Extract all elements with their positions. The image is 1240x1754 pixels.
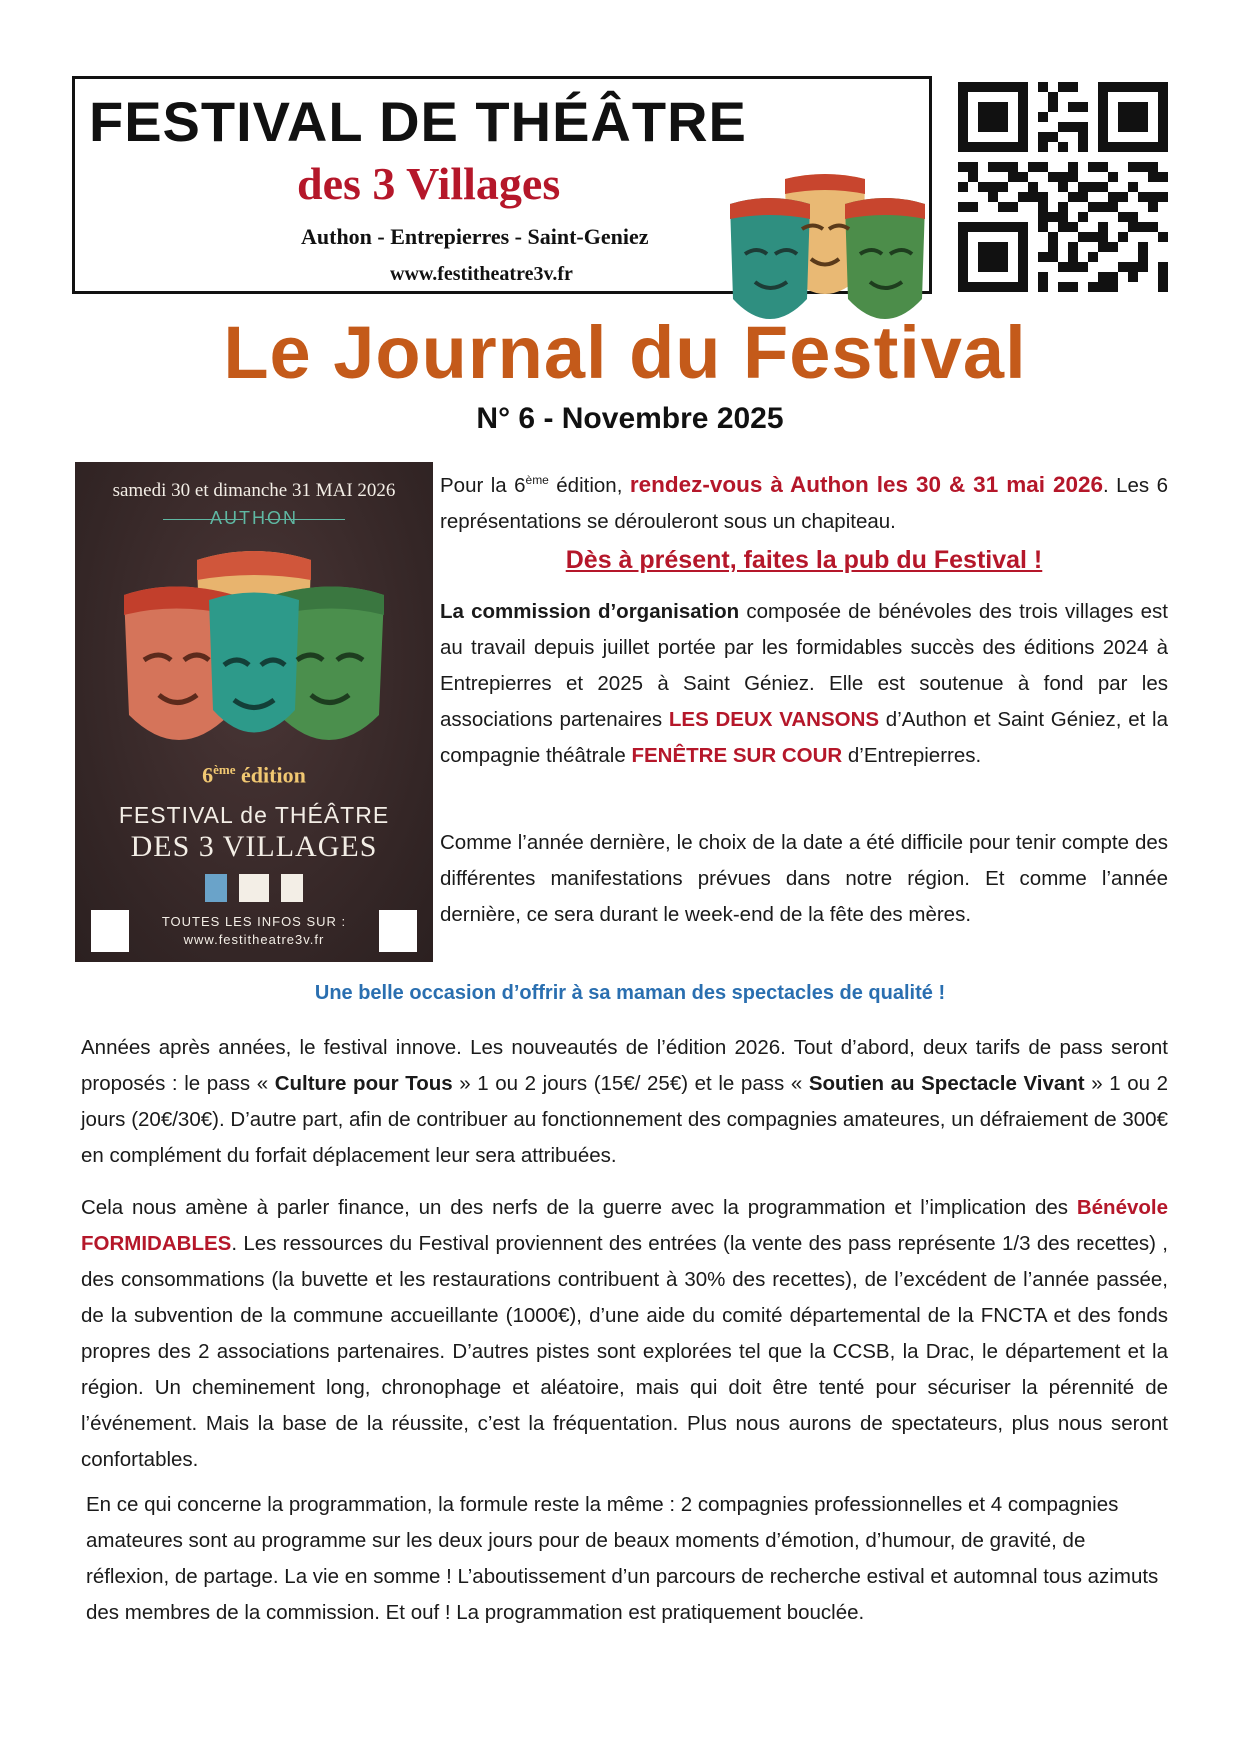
programme-paragraph: [86, 1487, 1168, 1631]
innovation-part3: » 1 ou 2 jours (20€/30€). D’autre part, afin de contribuer au fonctionnement des compagnies amateures, un défraiement de 300€ en complément du forfait déplacement leur sera attribuées.: [81, 1072, 1169, 1167]
festival-poster: [75, 462, 433, 962]
association-deux-vansons: LES DEUX VANSONS: [668, 708, 880, 731]
festival-villages: Authon - Entrepierres - Saint-Geniez: [301, 224, 649, 249]
commission-paragraph: [440, 594, 1168, 774]
commission-part2: d’Authon et Saint Géniez, et la compagnie théâtrale: [440, 708, 1168, 767]
poster-edition-num: 6: [202, 762, 214, 788]
finance-part1: Cela nous amène à parler finance, un des nerfs de la guerre avec la programmation et l’implication des: [81, 1196, 1077, 1219]
poster-town: AUTHON: [210, 508, 298, 528]
intro-sup: ème: [525, 473, 549, 487]
innovation-paragraph: [81, 1030, 1168, 1174]
programme-text: En ce qui concerne la programmation, la formule reste la même : 2 compagnies professionnelles et 4 compagnies amateures sont au programme sur les deux jours pour de beaux moments d’émotion, d’humour, de gravité, de réflexion, de partage. La vie en somme ! L’aboutissement d’un parcours de recherche estival et automnal tous azimuts des membres de la commission. Et ouf ! La programmation est pratiquement bouclée.: [86, 1493, 1159, 1624]
partner-logo-fenetre: [239, 874, 269, 902]
poster-infos: TOUTES LES INFOS SUR :: [161, 914, 347, 929]
partner-logo-fncta: [281, 874, 303, 902]
poster-edition-sup: ème: [213, 762, 236, 777]
intro-pre: Pour la 6: [440, 473, 526, 497]
poster-edition: [75, 762, 433, 788]
issue-number: N° 6 - Novembre 2025: [476, 402, 784, 435]
commission-part3: d’Entrepierres.: [842, 744, 982, 767]
innovation-part1: Années après années, le festival innove. Les nouveautés de l’édition 2026. Tout d’abord, deux tarifs de pass seront proposés : le pass «: [81, 1036, 1168, 1095]
innovation-part2: » 1 ou 2 jours (15€/ 25€) et le pass «: [452, 1072, 809, 1095]
commission-part1: composée de bénévoles des trois villages est au travail depuis juillet portée par les formidables succès des éditions 2024 à Entrepierres et 2025 à Saint Géniez. Elle est soutenue à fond par les associations partenaires: [440, 600, 1168, 731]
intro-highlight: rendez-vous à Authon les 30 & 31 mai 2026: [629, 471, 1103, 497]
qr-code[interactable]: [958, 82, 1168, 292]
association-fenetre-sur-cour: FENÊTRE SUR COUR: [631, 744, 843, 767]
pass-soutien-spectacle-vivant: Soutien au Spectacle Vivant: [808, 1072, 1085, 1095]
volunteers-highlight: Bénévole FORMIDABLES: [81, 1196, 1168, 1255]
festival-banner: [72, 76, 932, 294]
poster-villages-line: DES 3 VILLAGES: [130, 830, 378, 863]
festival-title: FESTIVAL DE THÉÂTRE: [89, 90, 747, 153]
pub-heading: Dès à présent, faites la pub du Festival !: [565, 546, 1043, 574]
partner-logo-badge: [205, 874, 227, 902]
comparison-text: Comme l’année dernière, le choix de la date a été difficile pour tenir compte des différentes manifestations prévues dans notre région. Et comme l’année dernière, ce sera durant le week-end de la fête des mères.: [440, 831, 1168, 926]
poster-festival-line: FESTIVAL de THÉÂTRE: [118, 802, 390, 828]
commission-lead: La commission d’organisation: [440, 600, 740, 623]
poster-masks-illustration: [119, 540, 389, 765]
poster-edition-word: édition: [235, 762, 306, 788]
occasion-callout: Une belle occasion d’offrir à sa maman des spectacles de qualité !: [314, 982, 946, 1004]
intro-paragraph: [440, 462, 1168, 540]
poster-date: samedi 30 et dimanche 31 MAI 2026: [112, 480, 396, 501]
festival-subtitle: des 3 Villages: [297, 158, 561, 209]
poster-url: www.festitheatre3v.fr: [183, 932, 325, 947]
comparison-paragraph: [440, 825, 1168, 933]
finance-part2: . Les ressources du Festival proviennent des entrées (la vente des pass représente 1/3 des recettes) , des consommations (la buvette et les restaurations contribuent à 30% des recettes), de l’excédent de l’année passée, de la subvention de la commune accueillante (1000€), d’une aide du comité départemental de la FNCTA et des fonds propres des 2 associations partenaires. D’autres pistes sont explorées tel que la CCSB, la Drac, le département et la région. Un cheminement long, chronophage et aléatoire, mais qui doit être tenté pour sécuriser la pérennité de l’événement. Mais la base de la réussite, c’est la fréquentation. Plus nous aurons de spectateurs, plus nous seront confortables.: [81, 1232, 1168, 1471]
journal-title: Le Journal du Festival: [223, 311, 1027, 394]
intro-post: édition,: [548, 473, 630, 497]
intro-tail: . Les 6 représentations se dérouleront sous un chapiteau.: [440, 473, 1168, 533]
pass-culture-pour-tous: Culture pour Tous: [274, 1072, 453, 1095]
festival-website[interactable]: www.festitheatre3v.fr: [390, 263, 573, 285]
finance-paragraph: [81, 1190, 1168, 1478]
